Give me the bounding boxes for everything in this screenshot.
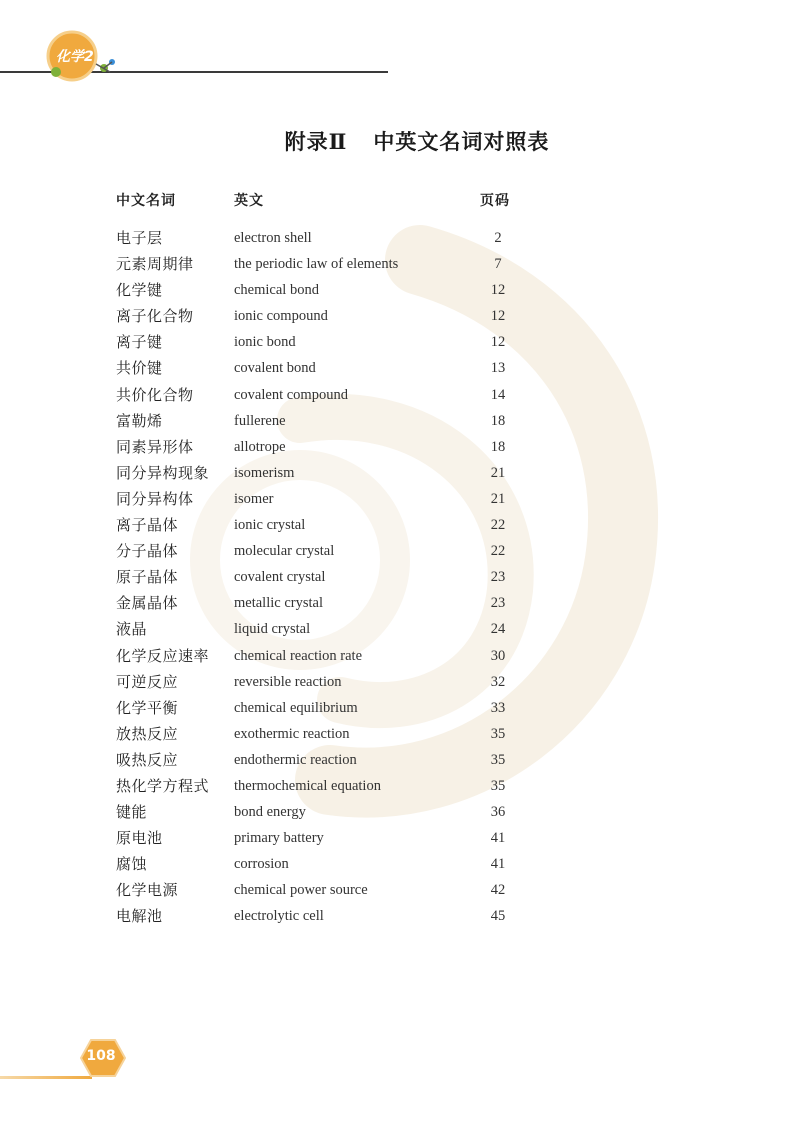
term-chinese: 离子晶体 xyxy=(116,516,179,535)
term-chinese: 共价键 xyxy=(116,359,163,378)
glossary-row xyxy=(116,408,536,434)
term-english: isomerism xyxy=(234,464,295,481)
term-chinese: 液晶 xyxy=(116,620,148,639)
term-chinese: 放热反应 xyxy=(116,724,179,743)
glossary-row xyxy=(116,460,536,486)
term-chinese: 同分异构体 xyxy=(116,489,194,508)
term-page: 41 xyxy=(490,830,506,847)
term-page: 18 xyxy=(490,412,506,429)
term-chinese: 化学平衡 xyxy=(116,698,179,717)
term-english: chemical bond xyxy=(234,282,319,299)
appendix-label: 附录Ⅱ xyxy=(284,129,348,154)
glossary-row xyxy=(116,355,536,381)
term-chinese: 吸热反应 xyxy=(116,750,179,769)
term-english: ionic crystal xyxy=(234,517,306,534)
term-english: molecular crystal xyxy=(234,543,335,560)
term-english: chemical equilibrium xyxy=(234,699,358,716)
term-english: bond energy xyxy=(234,804,306,821)
term-chinese: 热化学方程式 xyxy=(116,776,210,795)
term-chinese: 腐蚀 xyxy=(116,855,148,874)
term-english: isomer xyxy=(234,490,274,507)
term-english: allotrope xyxy=(234,438,286,455)
term-english: primary battery xyxy=(234,830,324,847)
glossary-row xyxy=(116,643,536,669)
glossary-row xyxy=(116,538,536,564)
glossary-row xyxy=(116,669,536,695)
term-chinese: 化学键 xyxy=(116,281,163,300)
term-chinese: 化学电源 xyxy=(116,881,179,900)
term-chinese: 同素异形体 xyxy=(116,437,194,456)
term-english: reversible reaction xyxy=(234,673,342,690)
term-english: covalent bond xyxy=(234,360,316,377)
term-english: covalent compound xyxy=(234,386,348,403)
term-chinese: 离子化合物 xyxy=(116,307,194,326)
term-page: 32 xyxy=(490,673,506,690)
glossary-row xyxy=(116,825,536,851)
footer-rule xyxy=(0,1076,92,1079)
column-header-english: 英文 xyxy=(234,193,264,209)
glossary-row xyxy=(116,251,536,277)
term-page: 41 xyxy=(490,856,506,873)
term-page: 22 xyxy=(490,517,506,534)
term-english: exothermic reaction xyxy=(234,725,350,742)
term-page: 14 xyxy=(490,386,506,403)
glossary-row xyxy=(116,903,536,929)
glossary-row xyxy=(116,590,536,616)
term-page: 35 xyxy=(490,725,506,742)
term-english: endothermic reaction xyxy=(234,751,357,768)
glossary-row xyxy=(116,277,536,303)
term-page: 33 xyxy=(490,699,506,716)
term-page: 42 xyxy=(490,882,506,899)
term-chinese: 原子晶体 xyxy=(116,568,179,587)
term-page: 7 xyxy=(494,256,502,273)
glossary-row xyxy=(116,329,536,355)
term-english: the periodic law of elements xyxy=(234,256,399,273)
glossary-row xyxy=(116,225,536,251)
glossary-row xyxy=(116,564,536,590)
term-page: 24 xyxy=(490,621,506,638)
term-english: corrosion xyxy=(234,856,289,873)
glossary-row xyxy=(116,773,536,799)
term-english: thermochemical equation xyxy=(234,777,381,794)
glossary-row xyxy=(116,851,536,877)
glossary-table xyxy=(116,225,536,930)
term-english: electrolytic cell xyxy=(234,908,324,925)
appendix-title: 中英文名词对照表 xyxy=(373,129,550,154)
term-chinese: 电子层 xyxy=(116,229,163,247)
term-page: 36 xyxy=(490,804,506,821)
term-page: 22 xyxy=(490,543,506,560)
term-chinese: 共价化合物 xyxy=(116,385,194,404)
column-header-chinese: 中文名词 xyxy=(116,193,176,209)
term-page: 21 xyxy=(490,490,506,507)
term-chinese: 化学反应速率 xyxy=(116,646,210,665)
term-page: 12 xyxy=(490,334,506,351)
term-chinese: 可逆反应 xyxy=(116,672,179,691)
term-chinese: 金属晶体 xyxy=(116,594,179,613)
term-chinese: 离子键 xyxy=(116,333,163,352)
term-english: electron shell xyxy=(234,230,312,246)
glossary-row xyxy=(116,877,536,903)
term-page: 35 xyxy=(490,777,506,794)
term-page: 23 xyxy=(490,595,506,612)
glossary-row xyxy=(116,434,536,460)
term-chinese: 同分异构现象 xyxy=(116,463,210,482)
glossary-row xyxy=(116,747,536,773)
term-page: 30 xyxy=(490,647,506,664)
term-page: 18 xyxy=(490,438,506,455)
term-page: 35 xyxy=(490,751,506,768)
term-english: fullerene xyxy=(234,412,286,429)
book-badge-label: 化学2 xyxy=(56,49,94,65)
glossary-row xyxy=(116,799,536,825)
term-english: chemical reaction rate xyxy=(234,647,363,664)
glossary-row xyxy=(116,382,536,408)
term-page: 23 xyxy=(490,569,506,586)
term-chinese: 分子晶体 xyxy=(116,542,179,561)
page-title xyxy=(0,126,800,156)
term-english: metallic crystal xyxy=(234,595,323,612)
glossary-row xyxy=(116,616,536,642)
term-chinese: 原电池 xyxy=(116,829,163,848)
term-page: 2 xyxy=(494,230,502,246)
term-english: chemical power source xyxy=(234,882,368,899)
term-chinese: 键能 xyxy=(116,803,148,822)
glossary-row xyxy=(116,486,536,512)
term-chinese: 富勒烯 xyxy=(116,411,163,430)
term-english: ionic compound xyxy=(234,308,328,325)
term-page: 45 xyxy=(490,908,506,925)
term-chinese: 电解池 xyxy=(116,907,163,926)
glossary-row xyxy=(116,512,536,538)
glossary-row xyxy=(116,695,536,721)
term-chinese: 元素周期律 xyxy=(116,255,194,274)
term-english: ionic bond xyxy=(234,334,296,351)
column-header-page: 页码 xyxy=(480,193,510,209)
term-page: 13 xyxy=(490,360,506,377)
term-english: covalent crystal xyxy=(234,569,326,586)
glossary-row xyxy=(116,303,536,329)
term-page: 12 xyxy=(490,282,506,299)
glossary-row xyxy=(116,721,536,747)
term-english: liquid crystal xyxy=(234,621,311,638)
term-page: 21 xyxy=(490,464,506,481)
page-number: 108 xyxy=(86,1048,116,1064)
term-page: 12 xyxy=(490,308,506,325)
